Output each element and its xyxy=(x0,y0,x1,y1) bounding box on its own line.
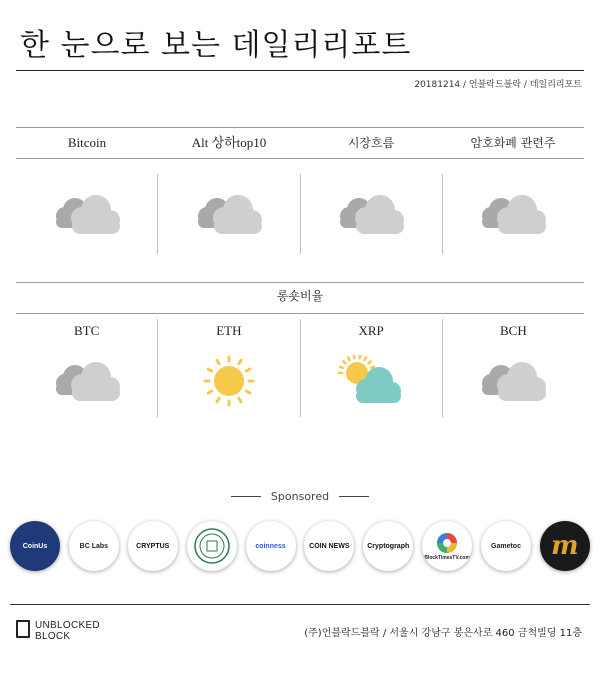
ratio-section-title: 롱숏비율 xyxy=(276,289,324,303)
brand-line-2: BLOCK xyxy=(35,631,71,642)
market-cell-bitcoin xyxy=(16,174,157,254)
sponsor-logo-blocktimes[interactable]: BlockTimesTV.com xyxy=(422,521,472,571)
ratio-top-rule xyxy=(16,282,584,283)
cloudy-icon xyxy=(48,355,126,407)
ratio-label-eth: ETH xyxy=(216,323,242,338)
brand-logo xyxy=(16,620,100,642)
page-title: 한 눈으로 보는 데일리리포트 xyxy=(20,28,412,63)
footer-divider xyxy=(10,604,590,605)
partly-cloudy-icon xyxy=(332,355,410,407)
sponsor-logo-cryptus[interactable]: CRYPTUS xyxy=(128,521,178,571)
ratio-title-rule xyxy=(16,313,584,314)
report-meta: 20181214 / 언블락드블락 / 데일리리포트 xyxy=(414,80,582,90)
brand-line-1: UNBLOCKED xyxy=(35,620,100,631)
market-header-alt: Alt 상하top10 xyxy=(191,135,267,150)
sponsor-logo-cryptograph[interactable]: Cryptograph xyxy=(363,521,413,571)
market-header-stocks: 암호화폐 관련주 xyxy=(470,136,556,150)
sponsored-dash-right xyxy=(339,496,369,497)
market-header-rule xyxy=(16,158,584,159)
ratio-weather-row xyxy=(16,319,584,417)
market-headers xyxy=(16,129,584,157)
market-header-bitcoin: Bitcoin xyxy=(67,135,107,150)
cloudy-icon xyxy=(48,188,126,240)
sponsored-dash-left xyxy=(231,496,261,497)
sponsor-logo-bclabs[interactable]: BC Labs xyxy=(69,521,119,571)
sponsored-heading xyxy=(0,490,600,503)
market-cell-alt xyxy=(157,174,299,254)
market-header-flow: 시장흐름 xyxy=(347,136,395,150)
market-cell-flow xyxy=(300,174,442,254)
ratio-cell-bch xyxy=(442,319,584,417)
cloudy-icon xyxy=(474,188,552,240)
cloudy-icon xyxy=(474,355,552,407)
sponsor-logos xyxy=(10,521,590,573)
market-cell-stocks xyxy=(442,174,584,254)
sponsor-logo-seal[interactable] xyxy=(187,521,237,571)
ratio-cell-eth xyxy=(157,319,299,417)
sponsored-label: Sponsored xyxy=(270,490,330,503)
cloudy-icon xyxy=(332,188,410,240)
ratio-cell-btc xyxy=(16,319,157,417)
ratio-label-xrp: XRP xyxy=(358,323,384,338)
ratio-cell-xrp xyxy=(300,319,442,417)
sponsor-logo-gametoc[interactable]: Gametoc xyxy=(481,521,531,571)
ratio-label-bch: BCH xyxy=(500,323,527,338)
sponsor-logo-margin[interactable]: m xyxy=(540,521,590,571)
sponsor-logo-coinness[interactable]: coinness xyxy=(246,521,296,571)
title-divider xyxy=(16,70,584,71)
sponsor-logo-coinnews[interactable]: COIN NEWS xyxy=(304,521,354,571)
company-address: (주)언블락드블락 / 서울시 강남구 봉은사로 460 금척빌딩 11층 xyxy=(304,628,582,639)
market-weather-row xyxy=(16,174,584,254)
aperture-icon xyxy=(435,531,459,555)
sponsor-logo-coinus[interactable]: CoinUs xyxy=(10,521,60,571)
unblocked-block-icon xyxy=(16,620,30,638)
seal-emblem-icon xyxy=(193,527,231,565)
cloudy-icon xyxy=(190,188,268,240)
ratio-label-btc: BTC xyxy=(73,323,100,338)
sun-icon xyxy=(190,355,268,407)
market-top-rule xyxy=(16,127,584,128)
